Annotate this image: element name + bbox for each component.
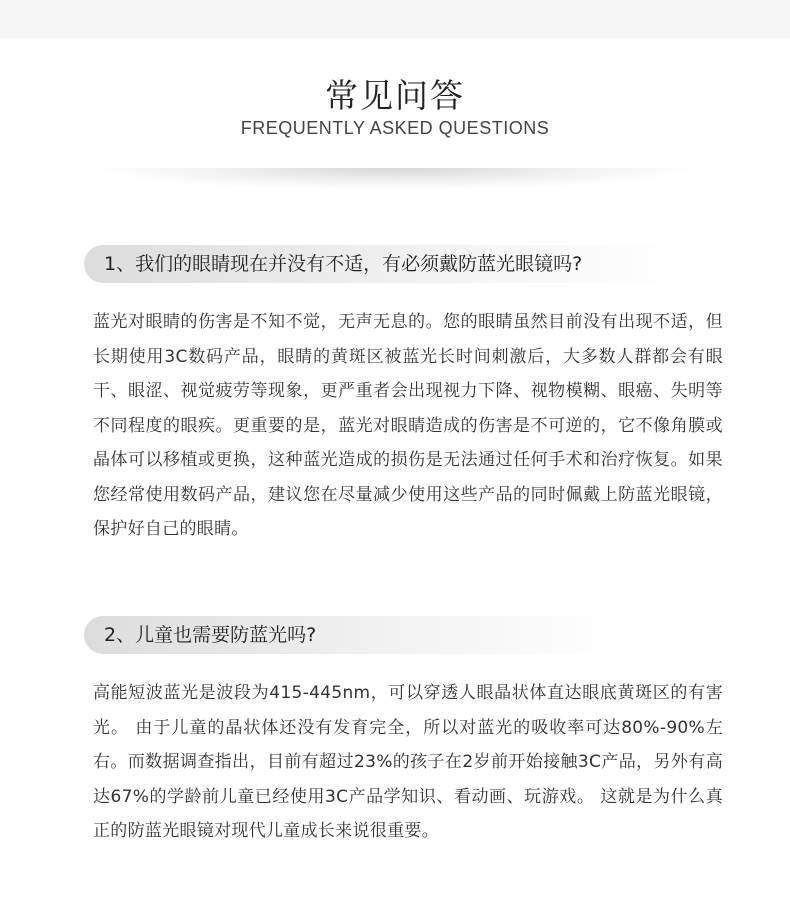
top-band [0, 0, 790, 38]
faq-answer-1 [93, 305, 723, 547]
faq-answer-2 [93, 676, 723, 849]
faq-question-bar-1 [84, 245, 684, 283]
faq-answer-1-text: 蓝光对眼睛的伤害是不知不觉，无声无息的。您的眼睛虽然目前没有出现不适，但长期使用3C数码产品，眼睛的黄斑区被蓝光长时间刺激后，大多数人群都会有眼干、眼涩、视觉疲劳等现象，更严重者会出现视力下降、视物模糊、眼癌、失明等不同程度的眼疾。更重要的是，蓝光对眼睛造成的伤害是不可逆的，它不像角膜或晶体可以移植或更换，这种蓝光造成的损伤是无法通过任何手术和治疗恢复。如果您经常使用数码产品，建议您在尽量减少使用这些产品的同时佩戴上防蓝光眼镜，保护好自己的眼睛。 [93, 312, 723, 539]
title-divider-shadow [100, 168, 690, 190]
page-subtitle: FREQUENTLY ASKED QUESTIONS [240, 118, 550, 138]
faq-question-2: 2、儿童也需要防蓝光吗? [104, 624, 317, 646]
faq-answer-2-text: 高能短波蓝光是波段为415-445nm，可以穿透人眼晶状体直达眼底黄斑区的有害光。 由于儿童的晶状体还没有发育完全，所以对蓝光的吸收率可达80%-90%左右。而数据调查指出，目前有超过23%的孩子在2岁前开始接触3C产品，另外有高达67%的学龄前儿童已经使用3C产品学知识、看动画、玩游戏。 这就是为什么真正的防蓝光眼镜对现代儿童成长来说很重要。 [93, 683, 723, 841]
page-title: 常见问答 [325, 76, 465, 115]
faq-question-1: 1、我们的眼睛现在并没有不适，有必须戴防蓝光眼镜吗? [104, 253, 583, 275]
faq-question-bar-2 [84, 616, 624, 654]
